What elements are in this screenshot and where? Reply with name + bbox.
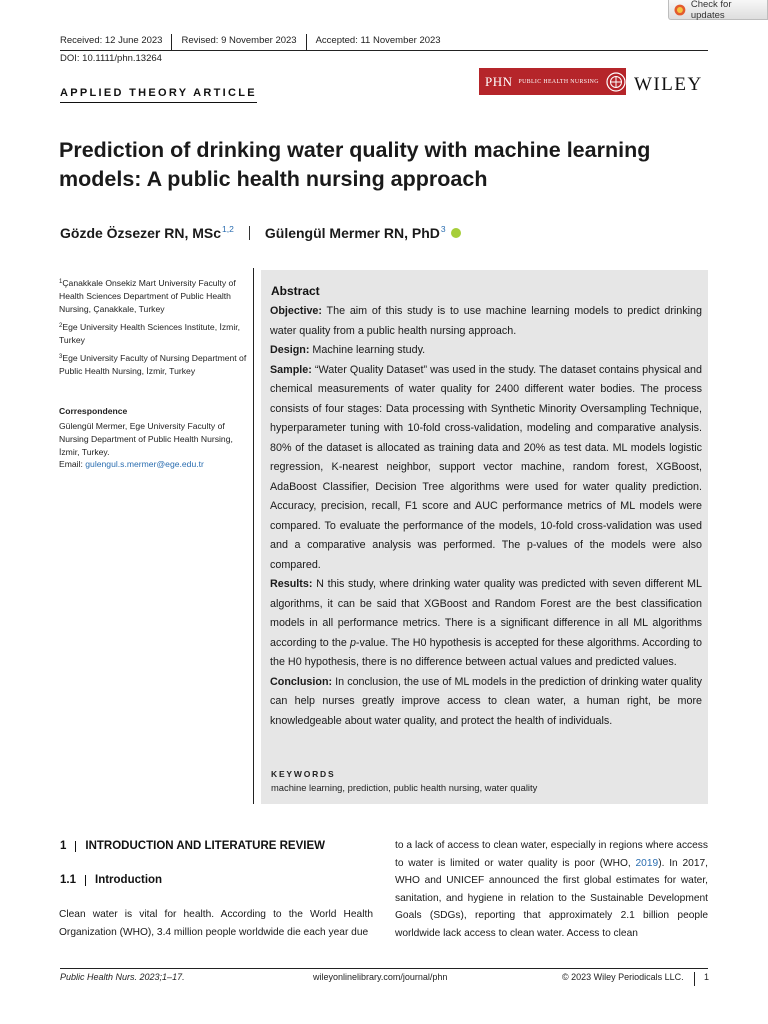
correspondence-text: Gülengül Mermer, Ege University Faculty of Nursing Department of Public Health Nursing, İzmir, Turkey. Email: gulengul.s.mermer@ege.edu.tr (59, 421, 233, 470)
doi[interactable]: DOI: 10.1111/phn.13264 (60, 53, 162, 64)
abstract-heading: Abstract (271, 284, 320, 298)
body-right-column: to a lack of access to clean water, especially in regions where access to water is limited or water quality is poor (WHO, 2019). In 2017, WHO and UNICEF announced the first global estimates for water, sanitation, and hygiene in relation to the Sustainable Development Goals (SDGs), reporting that approximately 2.1 billion people worldwide lack access to clean water. Access to clean (395, 840, 709, 939)
accepted-date: Accepted: 11 November 2023 (306, 34, 450, 50)
correspondence-heading: Correspondence (59, 406, 128, 416)
section-1-heading (60, 840, 325, 852)
journal-logo[interactable] (479, 68, 626, 95)
footer-separator (694, 972, 695, 986)
section-1-title: INTRODUCTION AND LITERATURE REVIEW (85, 840, 325, 852)
revised-date: Revised: 9 November 2023 (171, 34, 305, 50)
abstract-body (270, 302, 702, 731)
publisher-logo[interactable]: WILEY (634, 74, 703, 95)
column-divider (253, 268, 254, 804)
abstract-conclusion: Conclusion: In conclusion, the use of ML models in the prediction of drinking water quality can help nurses greatly improve access to clean water, a human right, be more knowledgeable about water quality, and protect the health of individuals. (270, 675, 702, 727)
author-separator (249, 226, 250, 240)
check-for-updates-label: Check for updates (690, 0, 732, 21)
section-1-1-title: Introduction (95, 874, 163, 886)
journal-abbr: PHN (485, 73, 513, 89)
footer-journal-url[interactable]: wileyonlinelibrary.com/journal/phn (313, 972, 448, 982)
article-title: Prediction of drinking water quality with machine learning models: A public health nursing approach (59, 138, 651, 191)
section-1-1-heading (60, 874, 162, 886)
orcid-icon[interactable] (451, 228, 461, 238)
footer-journal-citation: Public Health Nurs. 2023;1–17. (60, 972, 185, 982)
abstract-sample: Sample: “Water Quality Dataset” was used in the study. The dataset contains physical and chemical measurements of water quality for 2400 different water bodies. The process consists of four stages: Data processing with Synthetic Minority Oversampling Technique, hyperparameter tuning with 10-fold cross-validation, modeling and comparative analysis. 80% of the dataset is allocated as training data and 20% as test data. ML models logistic regression, K-nearest neighbor, support vector machine, random forest, XGBoost, AdaBoost Classifier, Decision Tree algorithms were used for water quality prediction. Accuracy, precision, recall, F1 score and AUC performance metrics of ML models were compared. To evaluate the performance of the models, 10-fold cross-validation was used and a comparative analysis was performed. The p-values of the models were also compared. (270, 363, 702, 571)
correspondence-email-link[interactable]: gulengul.s.mermer@ege.edu.tr (85, 459, 204, 470)
keywords-heading: KEYWORDS (271, 769, 336, 779)
update-badge-icon (674, 4, 686, 16)
keywords-list: machine learning, prediction, public health nursing, water quality (271, 782, 538, 793)
author-1-affiliation-refs[interactable]: 1,2 (222, 224, 234, 234)
affiliation-1: $^1$Çanakkale Onsekiz Mart University Faculty of Health Sciences Department of Public Health Nursing, Çanakkale, Turkey (59, 278, 236, 314)
check-for-updates-button[interactable] (668, 0, 768, 20)
author-list (60, 224, 461, 241)
abstract-design: Design: Machine learning study. (270, 344, 426, 356)
citation-link-2019[interactable]: 2019 (635, 857, 659, 869)
journal-seal-icon (606, 72, 626, 92)
footer-divider (60, 968, 708, 969)
affiliation-3: $^3$Ege University Faculty of Nursing Department of Public Health Nursing, İzmir, Turkey (59, 353, 247, 376)
page-number: 1 (704, 972, 710, 982)
author-2[interactable]: Gülengül Mermer RN, PhD$^3$ (264, 224, 446, 241)
header-divider (60, 50, 708, 51)
received-date: Received: 12 June 2023 (60, 35, 163, 46)
affiliation-2: $^2$Ege University Health Sciences Institute, İzmir, Turkey (59, 322, 241, 345)
publication-dates (60, 34, 450, 50)
journal-full-name: PUBLIC HEALTH NURSING (518, 78, 599, 85)
footer-copyright: © 2023 Wiley Periodicals LLC. (562, 972, 684, 982)
article-type: APPLIED THEORY ARTICLE (60, 87, 257, 103)
abstract-results: Results: N this study, where drinking water quality was predicted with seven different ML algorithms, it can be said that XGBoost and Random Forest are the best classification models in all performance metrics. There is a significant difference in all ML algorithms according to the p-value. The H0 hypothesis is accepted for these algorithms. According to the H0 hypothesis, there is no difference between actual values and predicted values. (270, 578, 702, 668)
author-1[interactable]: Gözde Özsezer RN, MSc$^{1,2}$ (60, 224, 234, 241)
author-2-affiliation-refs[interactable]: 3 (440, 224, 446, 234)
body-left-column: Clean water is vital for health. According to the World Health Organization (WHO), 3.4 million people worldwide die each year due (59, 909, 373, 938)
abstract-objective: Objective: The aim of this study is to use machine learning models to predict drinking water quality from a public health nursing approach. (270, 305, 702, 337)
section-1-1-number: 1.1 (60, 874, 76, 886)
section-1-number: 1 (60, 840, 67, 852)
